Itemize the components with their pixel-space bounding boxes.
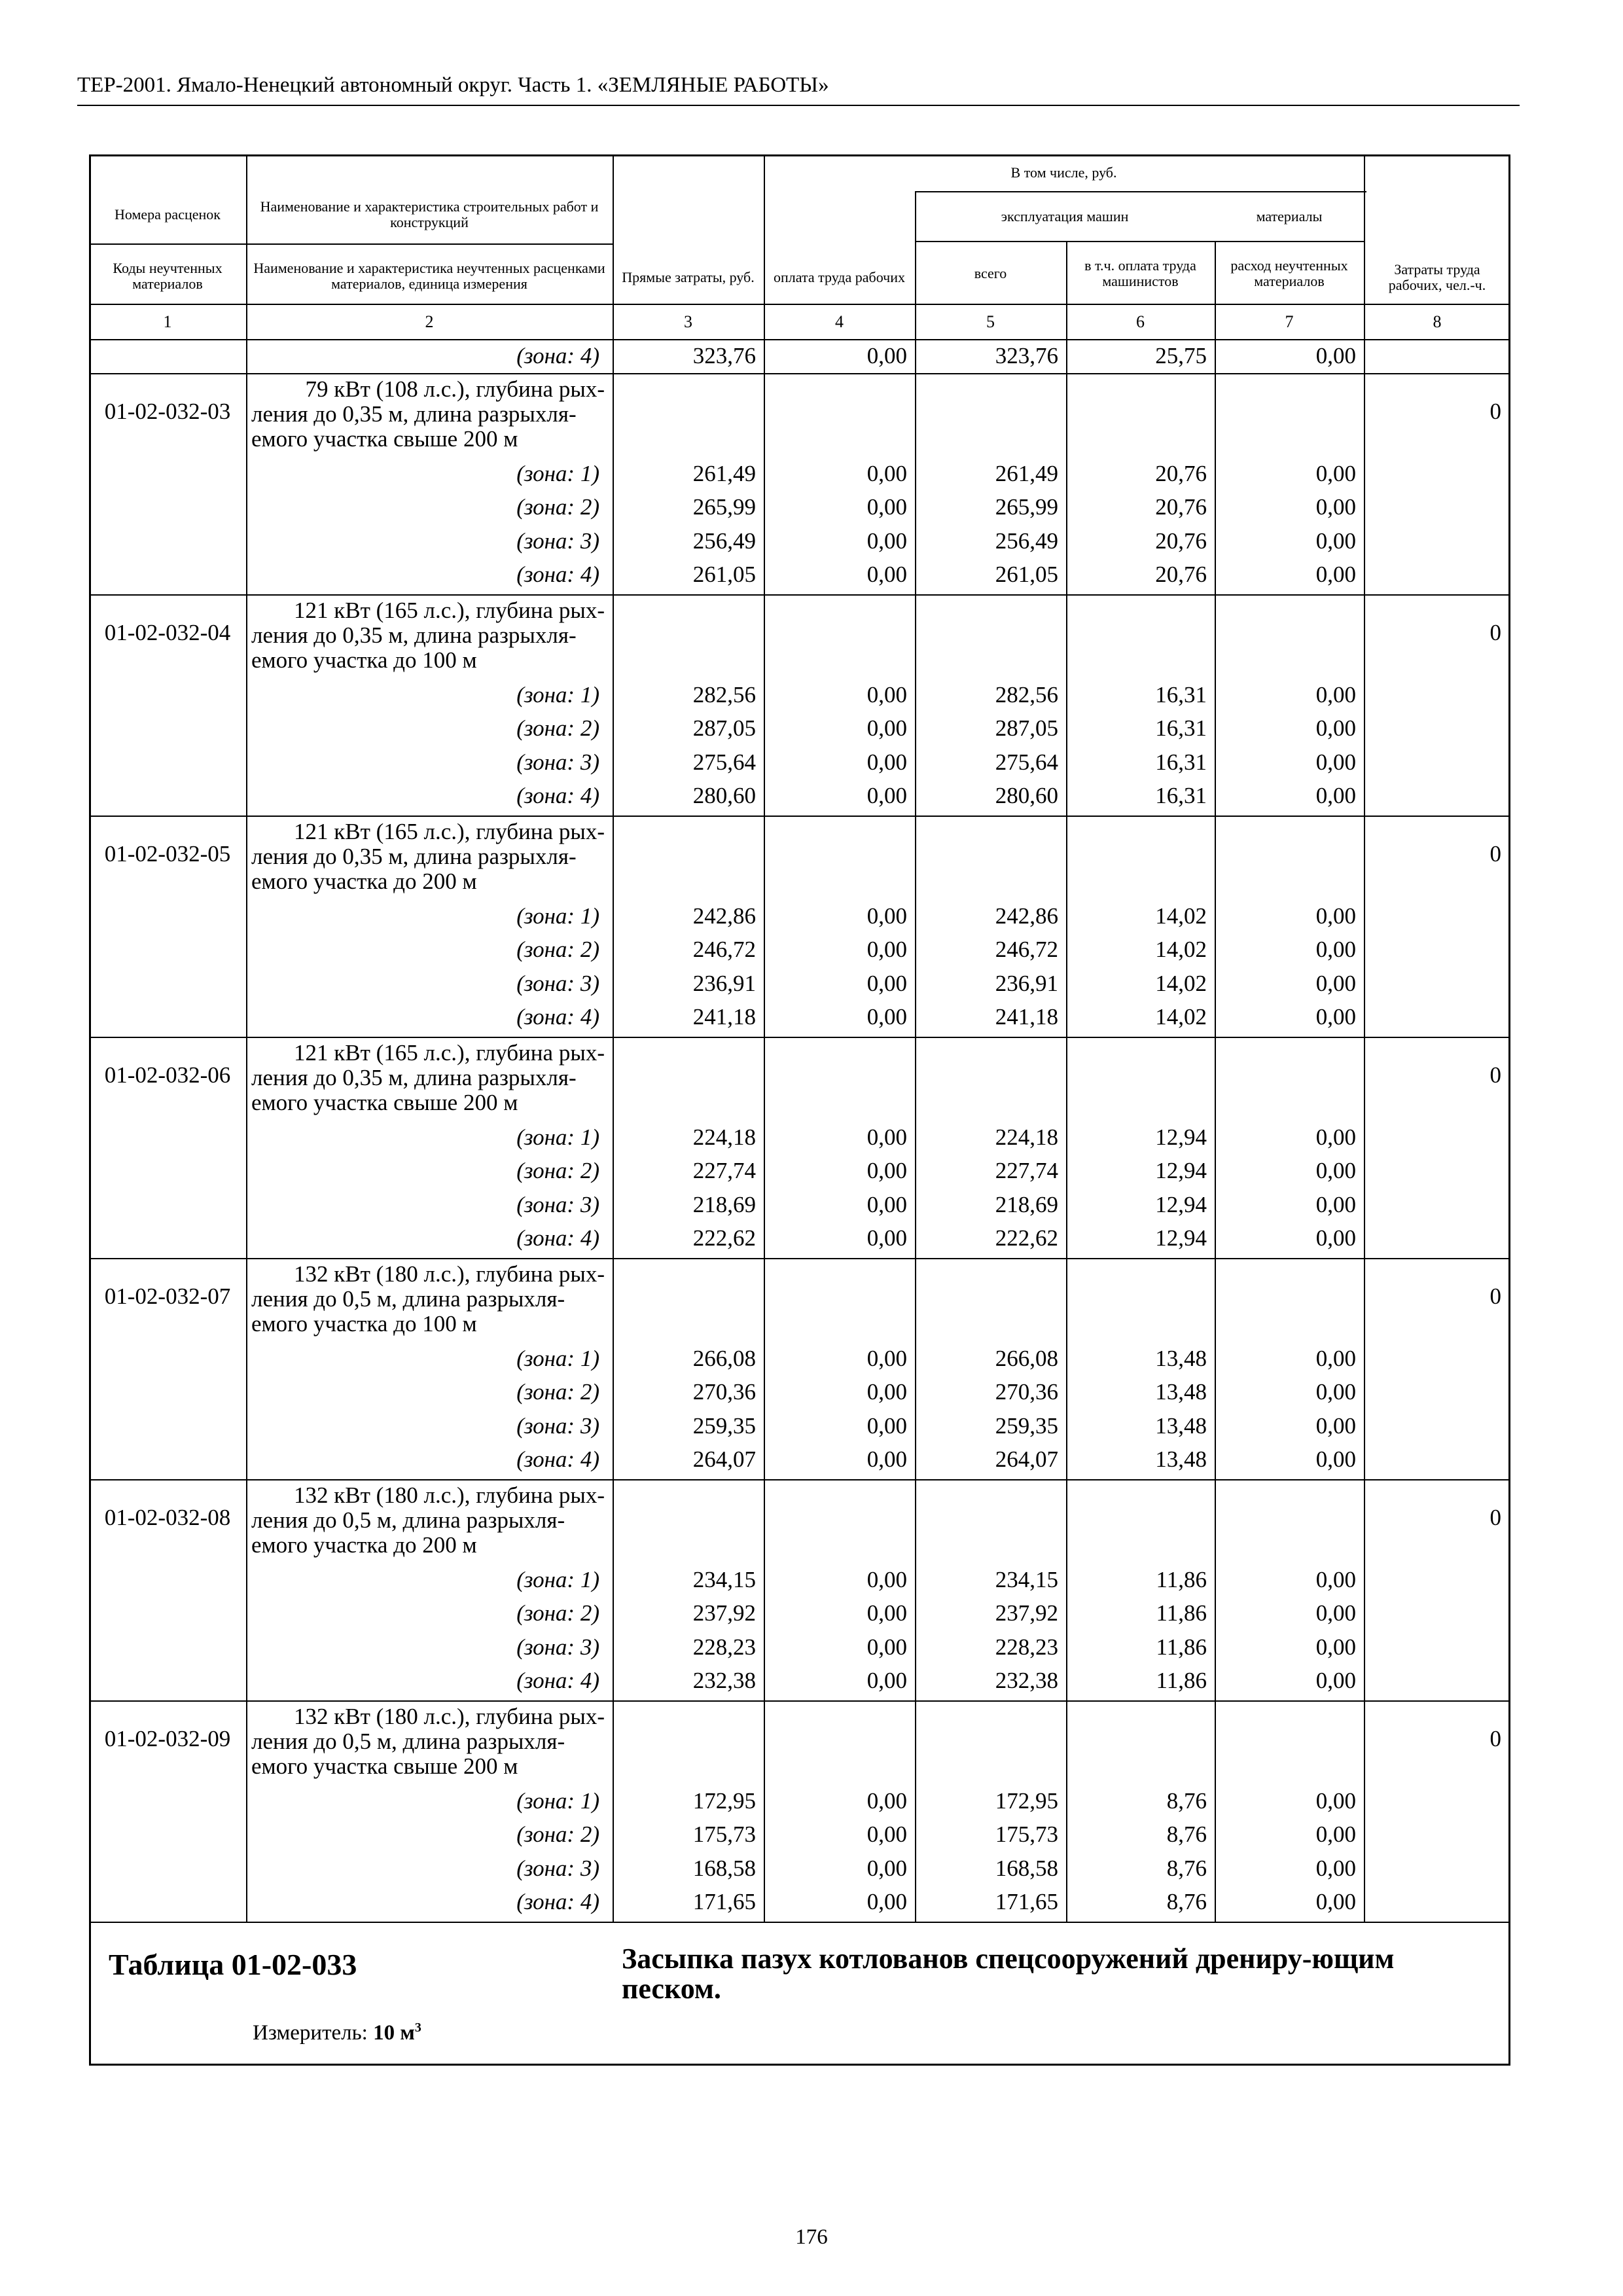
work-description-line: 79 кВт (108 л.с.), глубина рых- [305, 376, 605, 402]
value-cell: 228,23 [692, 1634, 756, 1660]
value-cell: 266,08 [692, 1345, 756, 1371]
value-cell: 8,76 [1166, 1787, 1207, 1814]
value-cell: 25,75 [1155, 343, 1207, 369]
header-rule [77, 105, 1520, 106]
value-cell: 270,36 [692, 1379, 756, 1405]
value-cell: 0,00 [1315, 1412, 1356, 1439]
value-cell: 13,48 [1155, 1412, 1207, 1439]
header-work-name: Наименование и характеристика строительных работ и конструкций [260, 198, 599, 230]
labor-cost: 0 [1489, 1726, 1501, 1751]
work-description-line: емого участка свыше 200 м [251, 1753, 518, 1779]
value-cell: 0,00 [866, 1225, 907, 1251]
header-rule-incl [915, 191, 1366, 192]
column-number: 4 [835, 312, 844, 331]
value-cell: 0,00 [866, 903, 907, 929]
column-rule [1066, 339, 1067, 1922]
value-cell: 259,35 [995, 1412, 1058, 1439]
column-number: 2 [425, 312, 434, 331]
header-incl-machinists: в т.ч. оплата труда машинистов [1084, 257, 1196, 289]
work-description-line: 121 кВт (165 л.с.), глубина рых- [293, 818, 605, 844]
value-cell: 0,00 [1315, 937, 1356, 963]
value-cell: 241,18 [692, 1004, 756, 1030]
zone-label: (зона: 2) [516, 494, 599, 520]
value-cell: 236,91 [995, 970, 1058, 996]
value-cell: 13,48 [1155, 1379, 1207, 1405]
value-cell: 222,62 [995, 1225, 1058, 1251]
value-cell: 0,00 [1315, 1004, 1356, 1030]
value-cell: 14,02 [1155, 903, 1207, 929]
value-cell: 0,00 [1315, 494, 1356, 520]
group-rule [89, 1258, 1510, 1259]
value-cell: 0,00 [866, 1634, 907, 1660]
value-cell: 0,00 [1315, 749, 1356, 775]
value-cell: 0,00 [866, 528, 907, 554]
work-description-line: ления до 0,35 м, длина разрыхля- [251, 843, 577, 869]
rate-code: 01-02-032-04 [104, 620, 231, 645]
value-cell: 11,86 [1156, 1634, 1207, 1660]
rate-code: 01-02-032-03 [104, 399, 231, 424]
work-description-line: емого участка до 200 м [251, 868, 477, 894]
table-title: Таблица 01-02-033 [109, 1947, 357, 1981]
value-cell: 12,94 [1155, 1158, 1207, 1184]
rates-table [89, 154, 1510, 2066]
value-cell: 0,00 [866, 783, 907, 809]
value-cell: 0,00 [866, 1345, 907, 1371]
value-cell: 8,76 [1166, 1889, 1207, 1915]
value-cell: 0,00 [866, 562, 907, 588]
group-rule [89, 1700, 1510, 1702]
value-cell: 172,95 [692, 1787, 756, 1814]
value-cell: 282,56 [995, 681, 1058, 708]
zone-label: (зона: 3) [516, 970, 599, 996]
work-description-line: 121 кВт (165 л.с.), глубина рых- [293, 597, 605, 623]
work-description-line: 121 кВт (165 л.с.), глубина рых- [293, 1039, 605, 1066]
value-cell: 246,72 [692, 937, 756, 963]
measure-label: Измеритель: [253, 2020, 374, 2045]
work-description-line: емого участка до 100 м [251, 1310, 477, 1336]
value-cell: 0,00 [1315, 460, 1356, 486]
zone-label: (зона: 1) [516, 1787, 599, 1814]
value-cell: 218,69 [995, 1191, 1058, 1217]
value-cell: 0,00 [1315, 1158, 1356, 1184]
value-cell: 0,00 [866, 494, 907, 520]
value-cell: 16,31 [1155, 783, 1207, 809]
rate-code: 01-02-032-07 [104, 1283, 231, 1309]
value-cell: 0,00 [1315, 1668, 1356, 1694]
value-cell: 236,91 [692, 970, 756, 996]
value-cell: 0,00 [1315, 1225, 1356, 1251]
value-cell: 261,05 [692, 562, 756, 588]
value-cell: 171,65 [692, 1889, 756, 1915]
header-machines: эксплуатация машин [1001, 207, 1129, 224]
value-cell: 282,56 [692, 681, 756, 708]
header-labor: Затраты труда рабочих, чел.-ч. [1388, 260, 1486, 293]
value-cell: 12,94 [1155, 1191, 1207, 1217]
work-description-line: ления до 0,5 м, длина разрыхля- [251, 1728, 565, 1754]
column-number: 5 [986, 312, 995, 331]
work-description-line: ления до 0,35 м, длина разрыхля- [251, 1064, 577, 1090]
value-cell: 0,00 [866, 1191, 907, 1217]
value-cell: 14,02 [1155, 937, 1207, 963]
column-number: 6 [1136, 312, 1145, 331]
value-cell: 227,74 [692, 1158, 756, 1184]
zone-label: (зона: 4) [516, 1446, 599, 1473]
work-description-line: емого участка свыше 200 м [251, 1089, 518, 1115]
value-cell: 12,94 [1155, 1225, 1207, 1251]
value-cell: 0,00 [866, 1668, 907, 1694]
value-cell: 0,00 [1315, 1600, 1356, 1626]
zone-label: (зона: 4) [516, 783, 599, 809]
group-rule [89, 1479, 1510, 1480]
value-cell: 0,00 [866, 1004, 907, 1030]
rate-code: 01-02-032-06 [104, 1062, 231, 1088]
zone-label: (зона: 2) [516, 937, 599, 963]
header-including: В том числе, руб. [1010, 164, 1117, 181]
value-cell: 227,74 [995, 1158, 1058, 1184]
value-cell: 0,00 [1315, 343, 1356, 369]
value-cell: 246,72 [995, 937, 1058, 963]
value-cell: 264,07 [692, 1446, 756, 1473]
value-cell: 265,99 [692, 494, 756, 520]
header-rate-numbers: Номера расценок [115, 206, 221, 223]
value-cell: 265,99 [995, 494, 1058, 520]
value-cell: 0,00 [866, 343, 907, 369]
zone-label: (зона: 2) [516, 1158, 599, 1184]
header-machines-total: всего [974, 264, 1007, 281]
zone-label: (зона: 1) [516, 1345, 599, 1371]
value-cell: 275,64 [692, 749, 756, 775]
value-cell: 287,05 [692, 715, 756, 742]
value-cell: 261,49 [995, 460, 1058, 486]
rate-code: 01-02-032-05 [104, 841, 231, 867]
value-cell: 20,76 [1155, 494, 1207, 520]
column-rule [1215, 339, 1216, 1922]
value-cell: 20,76 [1155, 528, 1207, 554]
column-number: 8 [1433, 312, 1442, 331]
value-cell: 0,00 [1315, 1379, 1356, 1405]
value-cell: 16,31 [1155, 681, 1207, 708]
value-cell: 0,00 [1315, 715, 1356, 742]
section-title: Засыпка пазух котлованов спецсооружений дрениру-ющим песком. [622, 1942, 1395, 2005]
value-cell: 13,48 [1155, 1345, 1207, 1371]
value-cell: 270,36 [995, 1379, 1058, 1405]
labor-cost: 0 [1489, 1062, 1501, 1088]
header-material-codes: Коды неучтенных материалов [113, 259, 223, 292]
work-description-line: емого участка свыше 200 м [251, 425, 518, 452]
zone-label: (зона: 4) [516, 1668, 599, 1694]
value-cell: 175,73 [995, 1821, 1058, 1848]
value-cell: 224,18 [995, 1124, 1058, 1150]
value-cell: 0,00 [866, 1889, 907, 1915]
group-rule [89, 594, 1510, 596]
value-cell: 0,00 [1315, 1855, 1356, 1881]
value-cell: 234,15 [692, 1566, 756, 1592]
value-cell: 0,00 [1315, 1787, 1356, 1814]
work-description-line: ления до 0,5 м, длина разрыхля- [251, 1507, 565, 1533]
header-worker-pay: оплата труда рабочих [774, 268, 905, 285]
value-cell: 20,76 [1155, 460, 1207, 486]
column-number: 3 [684, 312, 692, 331]
value-cell: 323,76 [995, 343, 1058, 369]
value-cell: 323,76 [692, 343, 756, 369]
value-cell: 232,38 [692, 1668, 756, 1694]
value-cell: 280,60 [692, 783, 756, 809]
value-cell: 168,58 [692, 1855, 756, 1881]
value-cell: 287,05 [995, 715, 1058, 742]
column-rule [613, 339, 614, 1922]
value-cell: 8,76 [1166, 1821, 1207, 1848]
group-rule [89, 373, 1510, 374]
zone-label: (зона: 3) [516, 1412, 599, 1439]
work-description-line: 132 кВт (180 л.с.), глубина рых- [293, 1482, 605, 1508]
zone-label: (зона: 1) [516, 681, 599, 708]
value-cell: 171,65 [995, 1889, 1058, 1915]
value-cell: 0,00 [1315, 1191, 1356, 1217]
column-rule [246, 339, 247, 1922]
value-cell: 0,00 [866, 1821, 907, 1848]
value-cell: 237,92 [692, 1600, 756, 1626]
value-cell: 218,69 [692, 1191, 756, 1217]
zone-label: (зона: 2) [516, 1379, 599, 1405]
value-cell: 8,76 [1166, 1855, 1207, 1881]
zone-label: (зона: 1) [516, 1566, 599, 1592]
value-cell: 261,49 [692, 460, 756, 486]
work-description-line: 132 кВт (180 л.с.), глубина рых- [293, 1703, 605, 1729]
value-cell: 232,38 [995, 1668, 1058, 1694]
value-cell: 0,00 [1315, 1124, 1356, 1150]
value-cell: 0,00 [866, 937, 907, 963]
value-cell: 0,00 [866, 1124, 907, 1150]
work-description-line: ления до 0,35 м, длина разрыхля- [251, 622, 577, 648]
zone-label: (зона: 2) [516, 1600, 599, 1626]
zone-label: (зона: 3) [516, 749, 599, 775]
value-cell: 0,00 [866, 1600, 907, 1626]
group-rule [89, 1922, 1510, 1923]
value-cell: 0,00 [1315, 528, 1356, 554]
value-cell: 266,08 [995, 1345, 1058, 1371]
value-cell: 175,73 [692, 1821, 756, 1848]
value-cell: 0,00 [1315, 1446, 1356, 1473]
value-cell: 0,00 [866, 1158, 907, 1184]
header-materials: материалы [1256, 207, 1323, 224]
zone-label: (зона: 2) [516, 715, 599, 742]
value-cell: 237,92 [995, 1600, 1058, 1626]
value-cell: 20,76 [1155, 562, 1207, 588]
zone-label: (зона: 2) [516, 1821, 599, 1848]
value-cell: 0,00 [866, 1787, 907, 1814]
value-cell: 234,15 [995, 1566, 1058, 1592]
labor-cost: 0 [1489, 620, 1501, 645]
value-cell: 14,02 [1155, 1004, 1207, 1030]
zone-label: (зона: 4) [516, 1225, 599, 1251]
value-cell: 14,02 [1155, 970, 1207, 996]
value-cell: 0,00 [866, 970, 907, 996]
value-cell: 172,95 [995, 1787, 1058, 1814]
value-cell: 0,00 [866, 1379, 907, 1405]
group-rule [89, 1037, 1510, 1038]
value-cell: 261,05 [995, 562, 1058, 588]
value-cell: 275,64 [995, 749, 1058, 775]
value-cell: 168,58 [995, 1855, 1058, 1881]
value-cell: 242,86 [692, 903, 756, 929]
value-cell: 11,86 [1156, 1668, 1207, 1694]
value-cell: 0,00 [866, 460, 907, 486]
value-cell: 0,00 [866, 715, 907, 742]
value-cell: 222,62 [692, 1225, 756, 1251]
zone-label: (зона: 1) [516, 903, 599, 929]
value-cell: 0,00 [866, 1855, 907, 1881]
zone-label: (зона: 3) [516, 528, 599, 554]
zone-label: (зона: 3) [516, 1634, 599, 1660]
value-cell: 11,86 [1156, 1600, 1207, 1626]
value-cell: 0,00 [1315, 1566, 1356, 1592]
column-number: 1 [163, 312, 172, 331]
header-unaccounted-materials: расход неучтенных материалов [1230, 257, 1348, 289]
zone-label: (зона: 3) [516, 1855, 599, 1881]
zone-label: (зона: 3) [516, 1191, 599, 1217]
zone-label: (зона: 4) [516, 1004, 599, 1030]
value-cell: 264,07 [995, 1446, 1058, 1473]
header-rule-mid [89, 243, 613, 245]
header-rule-numbers [89, 304, 1510, 305]
column-number: 7 [1285, 312, 1294, 331]
value-cell: 242,86 [995, 903, 1058, 929]
work-description-line: 132 кВт (180 л.с.), глубина рых- [293, 1261, 605, 1287]
header-material-name: Наименование и характеристика неучтенных расценками материалов, единица измерения [253, 259, 605, 292]
value-cell: 259,35 [692, 1412, 756, 1439]
zone-label: (зона: 4) [516, 1889, 599, 1915]
value-cell: 0,00 [866, 1566, 907, 1592]
work-description-line: ления до 0,35 м, длина разрыхля- [251, 401, 577, 427]
value-cell: 0,00 [1315, 903, 1356, 929]
value-cell: 16,31 [1155, 749, 1207, 775]
value-cell: 256,49 [995, 528, 1058, 554]
group-rule [89, 816, 1510, 817]
labor-cost: 0 [1489, 841, 1501, 867]
rate-code: 01-02-032-09 [104, 1726, 231, 1751]
value-cell: 224,18 [692, 1124, 756, 1150]
value-cell: 0,00 [1315, 1889, 1356, 1915]
value-cell: 0,00 [1315, 970, 1356, 996]
value-cell: 280,60 [995, 783, 1058, 809]
value-cell: 0,00 [866, 1446, 907, 1473]
value-cell: 0,00 [866, 749, 907, 775]
zone-label: (зона: 1) [516, 1124, 599, 1150]
value-cell: 13,48 [1155, 1446, 1207, 1473]
value-cell: 0,00 [1315, 562, 1356, 588]
value-cell: 0,00 [1315, 1821, 1356, 1848]
header-rule-sub [915, 241, 1364, 242]
value-cell: 16,31 [1155, 715, 1207, 742]
value-cell: 11,86 [1156, 1566, 1207, 1592]
column-rule [1364, 339, 1365, 1922]
value-cell: 0,00 [1315, 681, 1356, 708]
running-head: ТЕР-2001. Ямало-Ненецкий автономный округ. Часть 1. «ЗЕМЛЯНЫЕ РАБОТЫ» [77, 73, 829, 97]
value-cell: 256,49 [692, 528, 756, 554]
zone-label: (зона: 4) [516, 343, 599, 369]
value-cell: 0,00 [1315, 783, 1356, 809]
page-number: 176 [795, 2225, 828, 2249]
measure-value: 10 м [373, 2020, 415, 2045]
value-cell: 0,00 [866, 1412, 907, 1439]
zone-label: (зона: 1) [516, 460, 599, 486]
header-direct-costs: Прямые затраты, руб. [622, 268, 755, 285]
value-cell: 241,18 [995, 1004, 1058, 1030]
measure-superscript: 3 [414, 2020, 421, 2035]
labor-cost: 0 [1489, 1505, 1501, 1530]
column-rule [915, 339, 916, 1922]
work-description-line: ления до 0,5 м, длина разрыхля- [251, 1285, 565, 1312]
labor-cost: 0 [1489, 1283, 1501, 1309]
labor-cost: 0 [1489, 399, 1501, 424]
zone-label: (зона: 4) [516, 562, 599, 588]
work-description-line: емого участка до 200 м [251, 1532, 477, 1558]
value-cell: 0,00 [1315, 1634, 1356, 1660]
value-cell: 0,00 [866, 681, 907, 708]
work-description-line: емого участка до 100 м [251, 647, 477, 673]
value-cell: 0,00 [1315, 1345, 1356, 1371]
column-rule [764, 339, 765, 1922]
value-cell: 12,94 [1155, 1124, 1207, 1150]
measure-line [253, 2021, 421, 2044]
rate-code: 01-02-032-08 [104, 1505, 231, 1530]
value-cell: 228,23 [995, 1634, 1058, 1660]
